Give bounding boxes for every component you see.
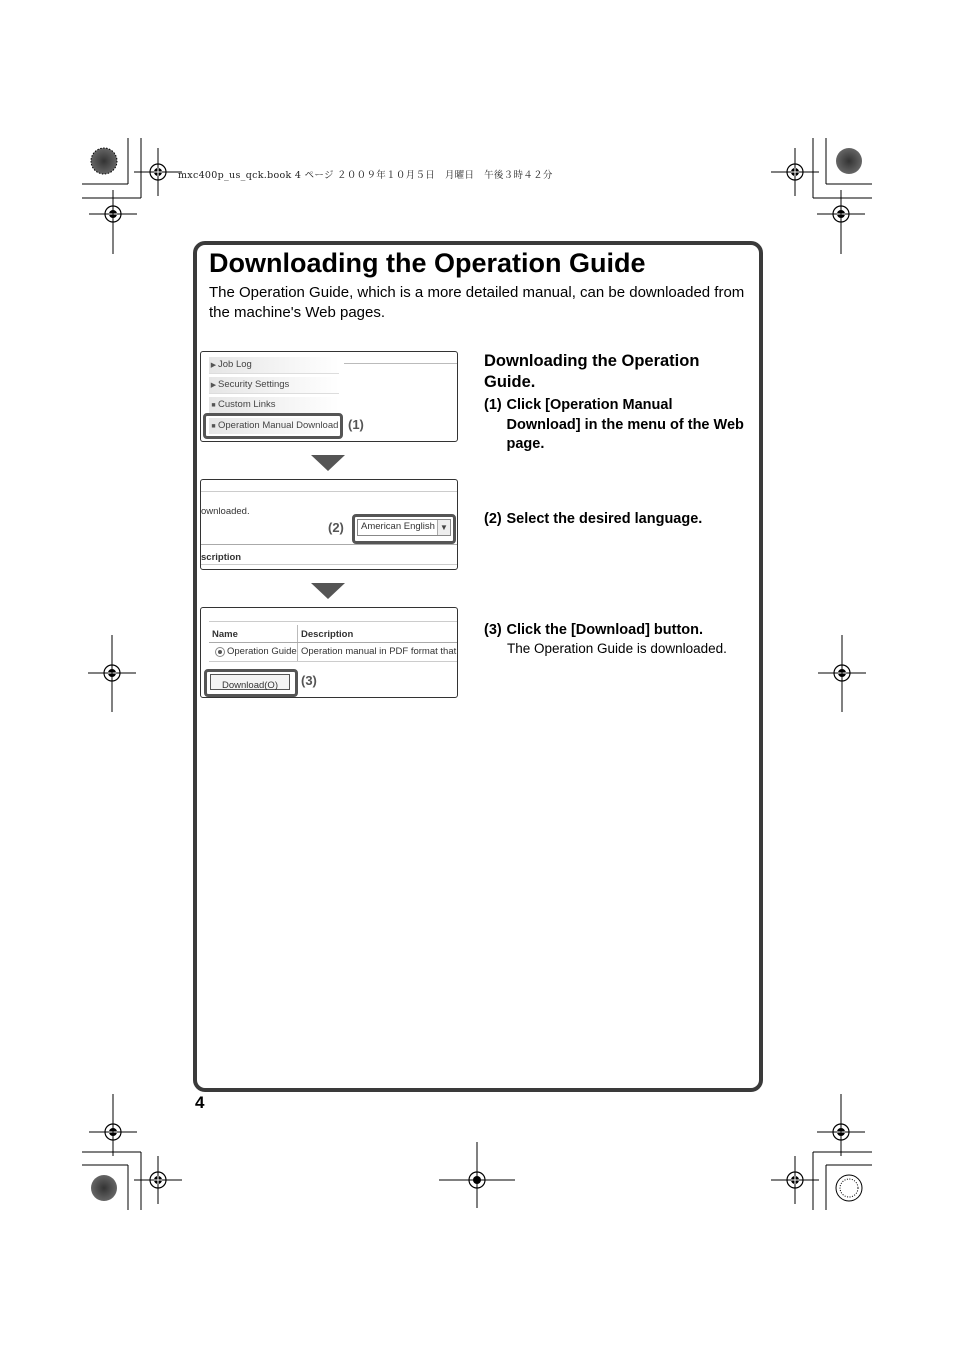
divider (209, 373, 339, 374)
screenshot-language (200, 479, 458, 570)
step-number: (1) (484, 397, 502, 413)
print-header: mxc400p_us_qck.book 4 ページ ２００９年１０月５日 月曜日 午後３時４２分 (178, 170, 553, 181)
step-1 (484, 396, 746, 455)
step-3-note: The Operation Guide is downloaded. (507, 641, 727, 656)
square-bullet-icon: ■ (211, 402, 216, 409)
divider (209, 661, 457, 662)
downloaded-text: ownloaded. (201, 506, 250, 517)
divider (201, 491, 457, 492)
language-select-value: American English (361, 521, 435, 532)
download-button-label: Download(O) (222, 680, 278, 691)
menu-item-label: Security Settings (218, 379, 290, 390)
intro-text: The Operation Guide, which is a more detailed manual, can be downloaded from the machine's Web pages. (209, 284, 745, 321)
down-arrow-icon (311, 583, 345, 599)
page-number: 4 (195, 1093, 205, 1112)
divider (201, 544, 457, 545)
step-number: (2) (484, 511, 502, 527)
row-description: Operation manual in PDF format that (301, 646, 457, 657)
radio-dot-icon (218, 650, 222, 654)
step-text: Select the desired language. (506, 511, 703, 527)
language-select[interactable] (357, 519, 451, 536)
step-number: (3) (484, 622, 502, 638)
step-tag-3: (3) (301, 673, 317, 688)
column-header-description: Description (301, 629, 354, 640)
menu-item-label: Job Log (218, 359, 252, 370)
menu-item-security-settings[interactable] (209, 377, 339, 393)
page-title: Downloading the Operation Guide (209, 248, 646, 278)
column-header-description: scription (201, 552, 242, 563)
column-divider (297, 625, 298, 661)
chevron-down-icon[interactable]: ▼ (437, 520, 450, 535)
step-tag-1: (1) (348, 417, 364, 432)
square-bullet-icon: ■ (211, 423, 216, 430)
step-3 (484, 621, 746, 641)
divider (209, 393, 339, 394)
triangle-icon: ▶ (210, 382, 217, 389)
screenshot-download (200, 607, 458, 698)
highlight-box (203, 413, 343, 439)
down-arrow-icon (311, 455, 345, 471)
divider (209, 642, 457, 643)
step-text: Click the [Download] button. (506, 622, 704, 638)
radio-button[interactable] (215, 647, 225, 657)
screenshot-menu (200, 351, 458, 442)
menu-item-custom-links[interactable] (209, 397, 339, 413)
divider (201, 564, 457, 565)
step-text: Click [Operation Manual Download] in the menu of the Web page. (506, 397, 744, 452)
divider (209, 621, 457, 622)
triangle-icon: ▶ (210, 362, 217, 369)
row-name: Operation Guide (227, 646, 297, 657)
menu-item-label: Operation Manual Download (218, 420, 339, 431)
section-heading: Downloading the Operation Guide. (484, 352, 700, 391)
divider (344, 363, 457, 364)
menu-item-label: Custom Links (218, 399, 276, 410)
step-tag-2: (2) (328, 520, 344, 535)
column-header-name: Name (212, 629, 238, 640)
step-2 (484, 510, 746, 530)
download-button[interactable] (210, 674, 290, 690)
menu-item-job-log[interactable] (209, 357, 339, 373)
